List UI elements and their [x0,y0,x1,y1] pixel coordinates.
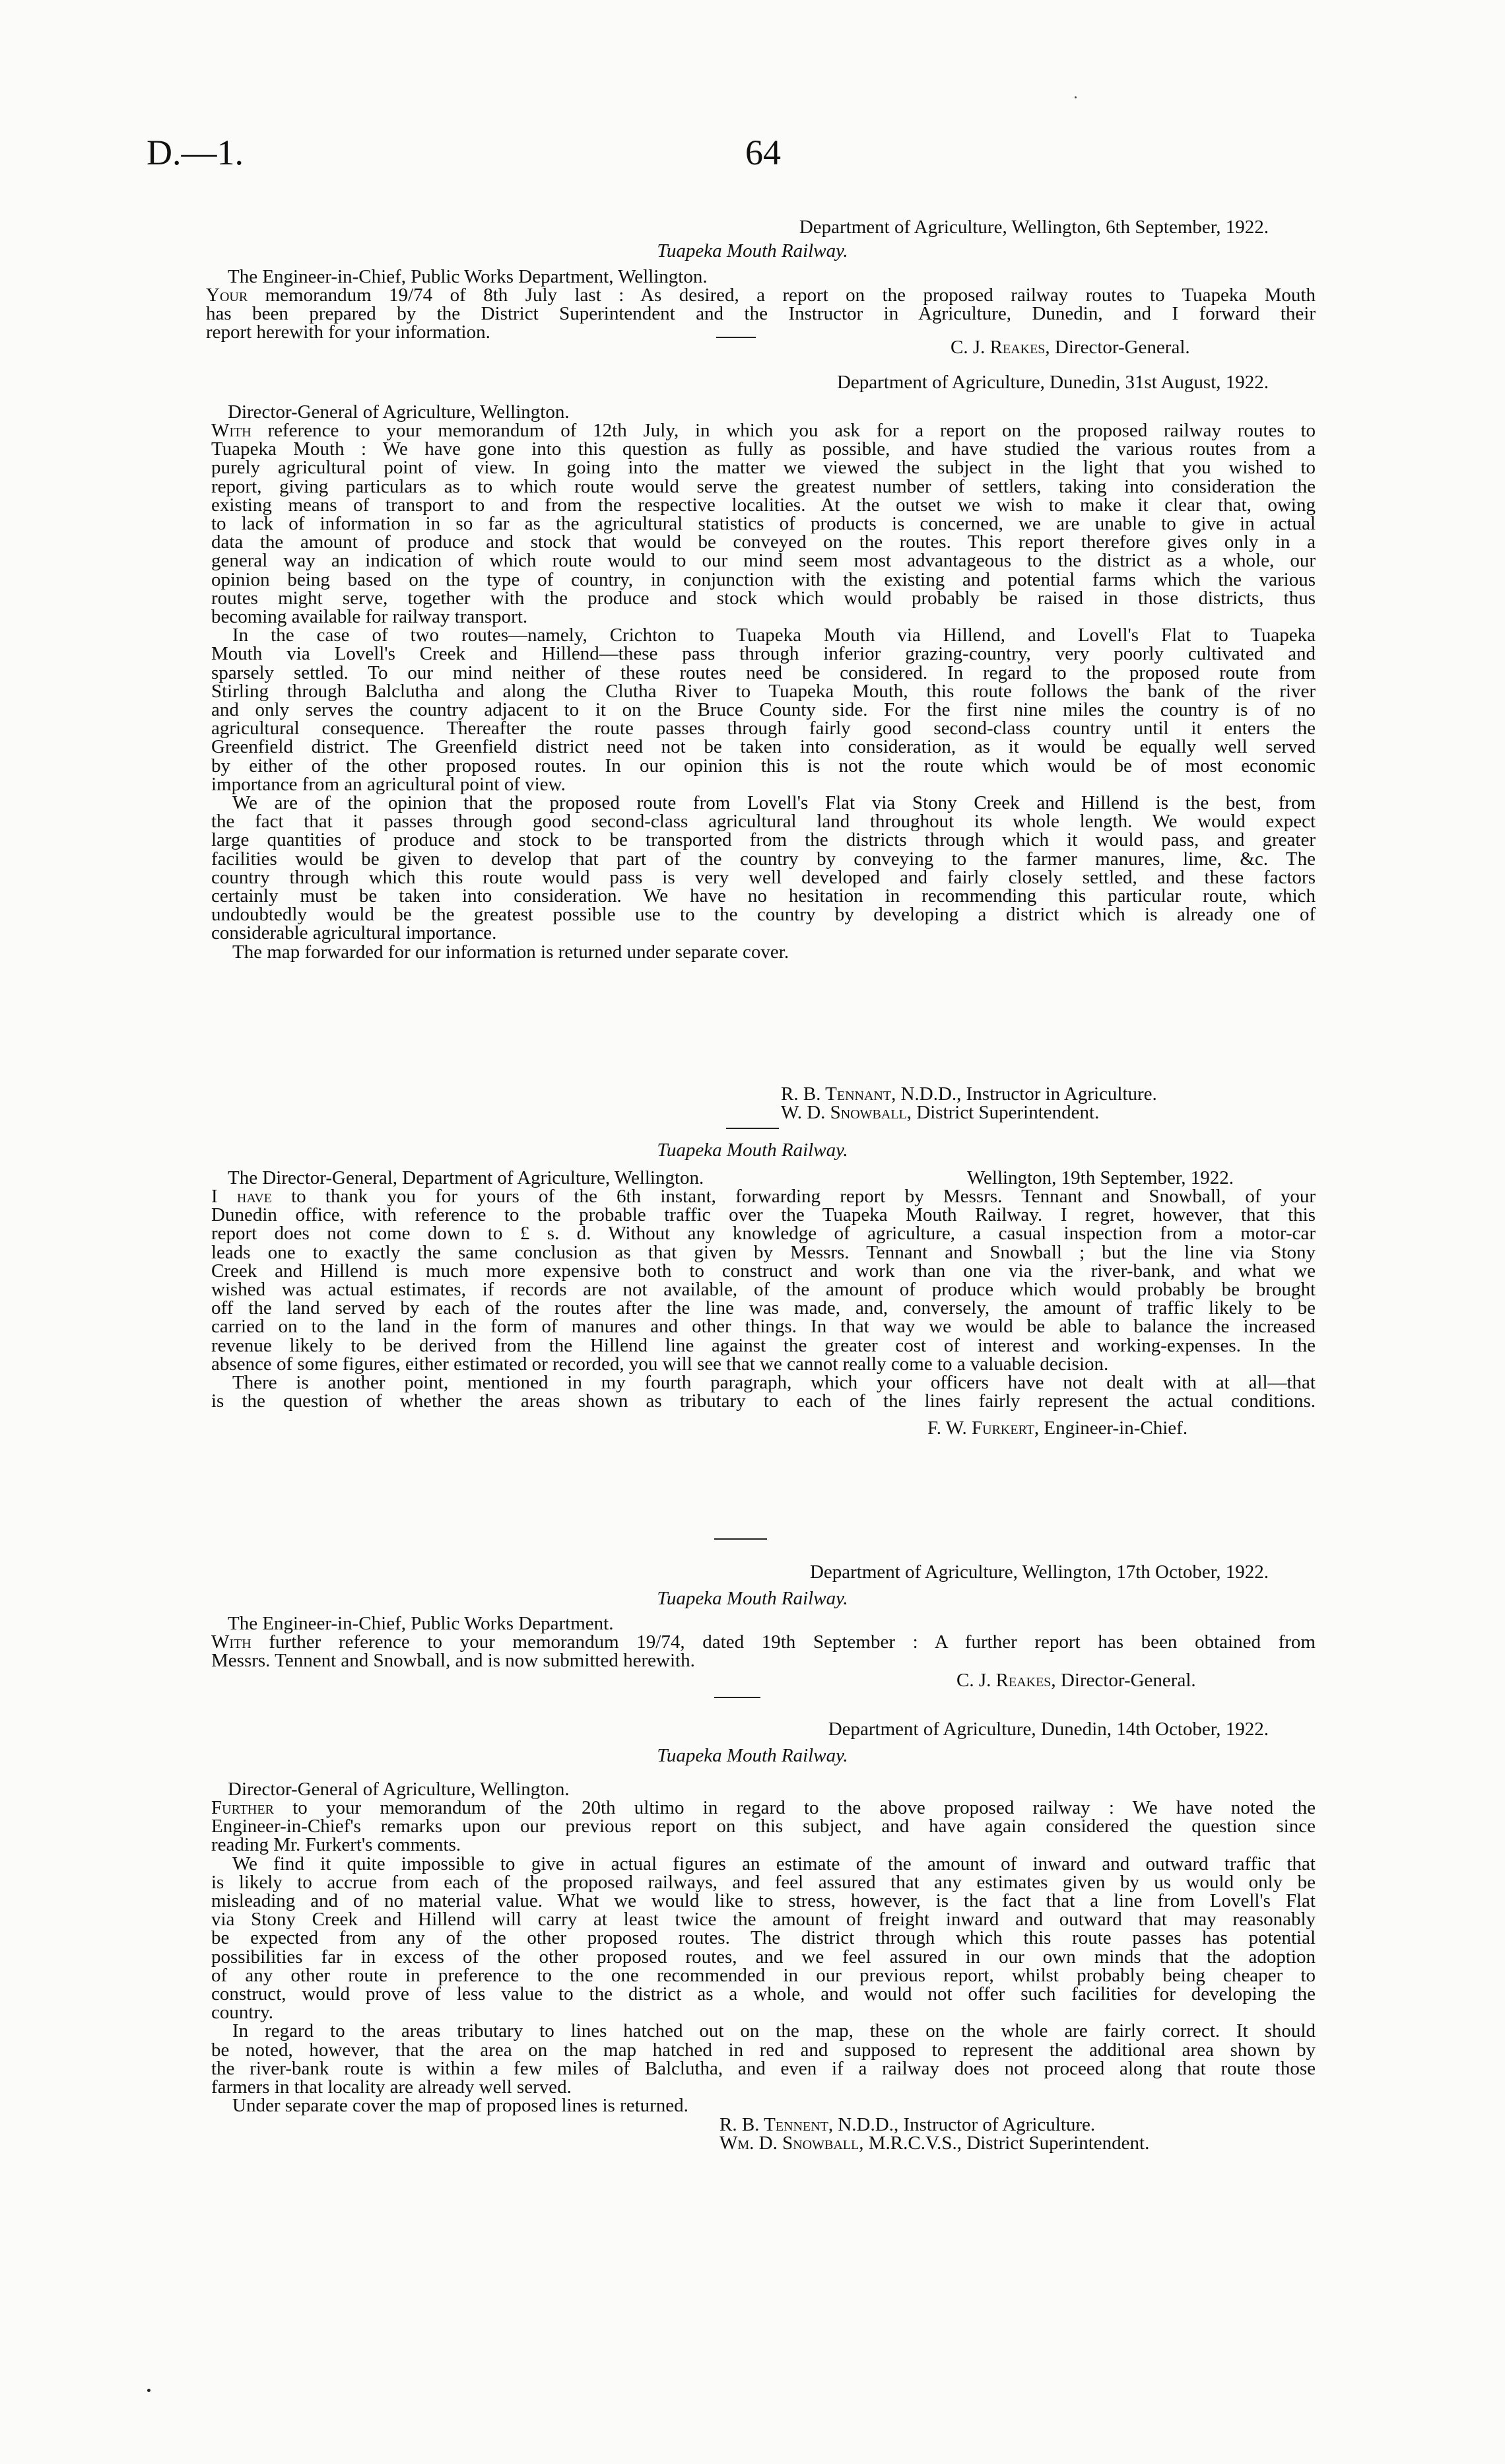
body-line: routes might serve, together with the produce and stock which would probably be raised in those districts, thus [211,587,1316,609]
body-line: and only serves the country adjacent to it on the Bruce County side. For the first nine miles the country is of no [211,699,1316,720]
body-line: The map forwarded for our information is returned under separate cover. [232,941,789,963]
letter-5-subject: Tuapeka Mouth Railway. [657,1745,848,1766]
body-line: agricultural consequence. Thereafter the route passes through fairly good second-class country until it enters the [211,718,1316,739]
letter-3-subject: Tuapeka Mouth Railway. [657,1140,848,1161]
body-line: sparsely settled. To our mind neither of these routes need be considered. In regard to the proposed route from [211,662,1316,683]
body-line: We find it quite impossible to give in actual figures an estimate of the amount of inward and outward traffic that [232,1853,1316,1874]
body-line: revenue likely to be derived from the Hillend line against the greater cost of interest and working-expenses. In the [211,1334,1316,1356]
letter-5-from-line: Department of Agriculture, Dunedin, 14th October, 1922. [828,1719,1269,1740]
body-line: undoubtedly would be the greatest possible use to the country by developing a district which is already one of [211,904,1316,926]
body-line: Creek and Hillend is much more expensive both to construct and work than one via the river-bank, and what we [211,1260,1316,1282]
letter-4-from-line: Department of Agriculture, Wellington, 17th October, 1922. [809,1561,1269,1583]
body-line: possibilities far in excess of the other proposed routes, and we feel assured in our own minds that the adoption [211,1946,1316,1968]
body-line: be expected from any of the other proposed routes. The district through which this route passes has potential [211,1927,1316,1949]
body-line: the river-bank route is within a few miles of Balclutha, and even if a railway does not proceed along that route those [211,2057,1316,2079]
lead-word: I have [211,1186,272,1207]
body-line: I have to thank you for yours of the 6th instant, forwarding report by Messrs. Tennant and Snowball, of your [211,1186,1316,1207]
body-line: importance from an agricultural point of view. [211,773,566,795]
letter-1-line-1: Your memorandum 19/74 of 8th July last : As desired, a report on the proposed railway routes to Tuapeka Mouth [206,285,1316,306]
body-line: farmers in that locality are already well served. [211,2076,572,2098]
body-line: report, giving particulars as to which route would serve the greatest number of settlers, taking into consideration the [211,475,1316,497]
body-line: purely agricultural point of view. In going into the matter we viewed the subject in the light that you wished to [211,457,1316,479]
body-line: report does not come down to £ s. d. Without any knowledge of agriculture, a casual inspection from a motor-car [211,1223,1316,1245]
body-line: With reference to your memorandum of 12th July, in which you ask for a report on the proposed railway routes to [211,420,1316,441]
body-line: to lack of information in so far as the agricultural statistics of products is concerned, we are unable to give in actual [211,513,1316,534]
body-line: large quantities of produce and stock to be transported from the districts through which it would pass, and greater [211,829,1316,851]
body-line: facilities would be given to develop that part of the country by conveying to the farmer manures, lime, &c. The [211,848,1316,870]
lead-word: With [211,1631,251,1653]
signature: R. B. Tennant, N.D.D., Instructor in Agriculture. [781,1083,1157,1105]
body-line: In regard to the areas tributary to lines hatched out on the map, these on the whole are fairly correct. It should [232,2020,1316,2042]
signature: W. D. Snowball, District Superintendent. [781,1102,1100,1123]
body-line: off the land served by each of the routes after the line was made, and, conversely, the amount of traffic likely to be [211,1297,1316,1319]
section-rule [714,1538,767,1540]
body-line: country. [211,2002,273,2024]
lead-word: Further [211,1797,274,1818]
letter-1-line-2: has been prepared by the District Superintendent and the Instructor in Agriculture, Dunedin, and I forward their [206,303,1316,324]
letter-2-addressee: Director-General of Agriculture, Wellington. [228,401,570,423]
body-line: becoming available for railway transport. [211,606,528,627]
letter-1-from-line: Department of Agriculture, Wellington, 6th September, 1922. [799,217,1269,238]
body-line: Stirling through Balclutha and along the Clutha River to Tuapeka Mouth, this route follows the bank of the river [211,680,1316,702]
body-line: Further to your memorandum of the 20th ultimo in regard to the above proposed railway : We have noted the [211,1797,1316,1818]
letter-2-from-line: Department of Agriculture, Dunedin, 31st August, 1922. [836,372,1269,393]
body-line: wished was actual estimates, if records are not available, of the amount of produce which would probably be brought [211,1279,1316,1300]
body-line: misleading and of no material value. What we would like to stress, however, is the fact that a line from Lovell's Flat [211,1890,1316,1911]
letter-3-addressee: The Director-General, Department of Agriculture, Wellington. [228,1167,704,1188]
signature: Wm. D. Snowball, M.R.C.V.S., District Superintendent. [719,2133,1150,2154]
letter-5-addressee: Director-General of Agriculture, Wellington. [228,1779,570,1800]
body-line: existing means of transport to and from the respective localities. At the outset we wish to make it clear that, owing [211,494,1316,516]
signature: F. W. Furkert, Engineer-in-Chief. [927,1418,1188,1439]
body-line: certainly must be taken into consideration. We have no hesitation in recommending this particular route, which [211,885,1316,907]
letter-4-addressee: The Engineer-in-Chief, Public Works Department. [228,1613,614,1634]
letter-4-signature: C. J. Reakes, Director-General. [956,1670,1196,1691]
letter-1-subject: Tuapeka Mouth Railway. [657,240,848,261]
body-line: We are of the opinion that the proposed route from Lovell's Flat via Stony Creek and Hillend is the best, from [232,792,1316,813]
page-number: 64 [745,133,781,172]
section-rule [726,1128,779,1129]
body-line: Mouth via Lovell's Creek and Hillend—these pass through inferior grazing-country, very poorly cultivated and [211,643,1316,665]
body-line: be noted, however, that the area on the map hatched in red and supposed to represent the additional area shown by [211,2039,1316,2061]
body-line: There is another point, mentioned in my fourth paragraph, which your officers have not dealt with at all—that [232,1372,1316,1393]
lead-word: With [211,420,251,441]
body-line: of any other route in preference to the one recommended in our previous report, whilst probably being cheaper to [211,1964,1316,1986]
body-line: absence of some figures, either estimated or recorded, you will see that we cannot really come to a valuable decision. [211,1353,1109,1375]
body-line: is the question of whether the areas shown as tributary to each of the lines fairly represent the actual conditions. [211,1390,1316,1412]
body-line: Messrs. Tennent and Snowball, and is now submitted herewith. [211,1650,695,1672]
body-line: Under separate cover the map of proposed lines is returned. [232,2095,688,2117]
body-line: general way an indication of which route would to our mind seem most advantageous to the district as a whole, our [211,550,1316,572]
body-line: Dunedin office, with reference to the probable traffic over the Tuapeka Mouth Railway. I regret, however, that this [211,1204,1316,1226]
body-line: carried on to the land in the form of manures and other things. In that way we would be able to balance the increased [211,1316,1316,1338]
body-line: is likely to accrue from each of the proposed railways, and feel assured that any estimates given by us would only be [211,1871,1316,1893]
body-line: country through which this route would pass is very well developed and fairly closely settled, and these factors [211,866,1316,888]
body-line: In the case of two routes—namely, Crichton to Tuapeka Mouth via Hillend, and Lovell's Flat to Tuapeka [232,625,1316,646]
margin-dot [1075,96,1077,98]
body-line: leads one to exactly the same conclusion as that given by Messrs. Tennant and Snowball ; but the line via Stony [211,1241,1316,1263]
body-line: via Stony Creek and Hillend will carry at least twice the amount of freight inward and outward that may reasonably [211,1909,1316,1931]
letter-1-signature: C. J. Reakes, Director-General. [951,337,1190,358]
body-line: reading Mr. Furkert's comments. [211,1834,461,1856]
body-line: the fact that it passes through good second-class agricultural land throughout its whole length. We would expect [211,811,1316,833]
signature-rule [716,337,756,338]
letter-3-date-line: Wellington, 19th September, 1922. [967,1167,1234,1188]
lead-word: Your [206,285,248,306]
letter-1-line-3: report herewith for your information. [206,322,490,343]
body-line: opinion being based on the type of country, in conjunction with the existing and potential farms which the various [211,568,1316,590]
letter-1-addressee: The Engineer-in-Chief, Public Works Department, Wellington. [228,266,708,287]
body-line: Engineer-in-Chief's remarks upon our previous report on this subject, and have again considered the question since [211,1816,1316,1837]
body-line: data the amount of produce and stock that would be conveyed on the routes. This report therefore gives only in a [211,531,1316,553]
body-line: construct, would prove of less value to the district as a whole, and would not offer such facilities for developing the [211,1983,1316,2004]
body-line: Tuapeka Mouth : We have gone into this question as fully as possible, and have studied the various routes from a [211,438,1316,460]
body-line: Greenfield district. The Greenfield district need not be taken into consideration, as it would be equally well served [211,736,1316,758]
letter-4-subject: Tuapeka Mouth Railway. [657,1588,848,1609]
signature: R. B. Tennent, N.D.D., Instructor of Agriculture. [719,2114,1096,2135]
section-rule [714,1697,760,1698]
body-line: considerable agricultural importance. [211,922,497,944]
margin-dot [147,2389,150,2392]
page-header [0,129,1505,176]
body-line: by either of the other proposed routes. In our opinion this is not the route which would be of most economic [211,755,1316,776]
document-code: D.—1. [147,133,244,172]
body-line: With further reference to your memorandum 19/74, dated 19th September : A further report has been obtained from [211,1631,1316,1653]
